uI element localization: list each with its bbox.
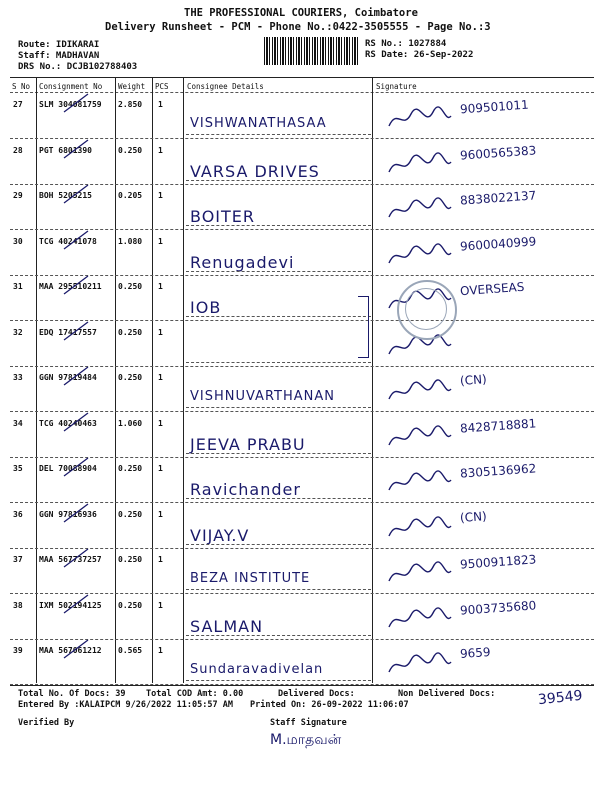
tick-mark [62,411,92,433]
handwritten-total: 39549 [537,687,584,709]
header-divider [10,92,594,93]
entered-by: Entered By :KALAIPCM 9/26/2022 11:05:57 AM [18,700,233,710]
signature-scribble [385,377,455,407]
row-pcs: 1 [158,100,163,109]
table-row [0,233,600,276]
row-divider [10,548,594,549]
rs-number: RS No.: 1027884 [365,39,447,49]
name-underline [186,544,371,545]
row-sno: 31 [13,282,23,291]
drs-label: DRS No.: DCJB102788403 [18,62,138,72]
row-consignment-no: PGT 6801390 [39,145,92,155]
row-weight: 0.250 [118,509,143,519]
bracket-mark [358,296,369,358]
verified-by: Verified By [18,718,75,728]
staff-signature-label: Staff Signature [270,718,347,728]
consignee-name: VISHNUVARTHANAN [190,389,335,404]
signature-note: 909501011 [459,97,530,117]
signature-scribble [385,650,455,680]
tick-mark [62,502,92,524]
consignee-name: BEZA INSTITUTE [190,571,311,586]
table-bottom-border [10,685,594,686]
row-consignment-no: SLM 304081759 [39,100,102,109]
name-underline [186,362,371,363]
signature-note: 9600040999 [459,233,537,254]
row-weight: 0.250 [118,282,143,291]
name-underline [186,316,371,317]
consignee-name: IOB [190,298,222,317]
row-consignment-no: IXM 502194125 [39,600,102,610]
row-weight: 0.250 [118,327,143,337]
staff-signature: M.மாதவன் [270,732,342,748]
name-underline [186,134,371,135]
row-pcs: 1 [158,282,163,291]
row-sno: 32 [13,327,23,337]
tick-mark [62,92,92,114]
consignee-name: Ravichander [190,480,301,499]
row-sno: 36 [13,509,23,519]
row-weight: 0.250 [118,555,143,564]
signature-note: 8838022137 [459,188,537,208]
row-sno: 37 [13,555,23,564]
row-consignment-no: MAA 567737257 [39,555,102,564]
signature-note: 9003735680 [459,597,537,618]
consignee-name: VISHWANATHASAA [190,116,327,131]
row-sno: 34 [13,418,23,428]
consignee-name: Sundaravadivelan [190,662,324,677]
row-weight: 1.060 [118,418,143,428]
signature-scribble [385,195,455,225]
table-row [0,597,600,640]
col-header-pcs: PCS [155,82,169,91]
rs-date: RS Date: 26-Sep-2022 [365,50,474,60]
row-pcs: 1 [158,600,163,610]
signature-note: 8428718881 [459,415,537,436]
row-consignment-no: BOH 5205215 [39,191,92,200]
table-row [0,369,600,412]
row-consignment-no: EDQ 17417557 [39,327,97,337]
row-pcs: 1 [158,236,163,246]
signature-note: 9600565383 [459,142,537,163]
signature-note: 9659 [459,644,491,662]
row-consignment-no: MAA 295510211 [39,282,102,291]
delivered-docs: Delivered Docs: [278,689,355,699]
row-divider [10,593,594,594]
row-consignment-no: GGN 97816936 [39,509,97,519]
runsheet-title: Delivery Runsheet - PCM - Phone No.:0422-3505555 - Page No.:3 [105,21,491,33]
name-underline [186,589,371,590]
name-underline [186,453,371,454]
name-underline [186,271,371,272]
total-docs: Total No. Of Docs: 39 [18,689,126,699]
tick-mark [62,638,92,660]
bank-stamp-inner [405,288,447,330]
row-sno: 27 [13,100,23,109]
consignee-name: BOITER [190,207,256,226]
tick-mark [62,456,92,478]
name-underline [186,680,371,681]
signature-scribble [385,559,455,589]
signature-note: 9500911823 [459,552,537,572]
row-pcs: 1 [158,373,163,382]
row-divider [10,320,594,321]
row-weight: 0.250 [118,145,143,155]
row-consignment-no: TCG 40241078 [39,236,97,246]
tick-mark [62,547,92,569]
row-sno: 30 [13,236,23,246]
row-sno: 33 [13,373,23,382]
row-sno: 38 [13,600,23,610]
total-cod: Total COD Amt: 0.00 [146,689,244,699]
col-header-consignee: Consignee Details [187,82,264,91]
row-weight: 0.250 [118,373,143,382]
row-consignment-no: TCG 40240463 [39,418,97,428]
consignee-name: VIJAY.V [190,525,250,545]
col-header-weight: Weight [118,82,146,91]
row-sno: 28 [13,145,23,155]
row-weight: 1.080 [118,236,143,246]
row-weight: 2.850 [118,100,143,109]
tick-mark [62,593,92,615]
row-pcs: 1 [158,418,163,428]
row-weight: 0.250 [118,600,143,610]
tick-mark [62,365,92,387]
row-weight: 0.205 [118,191,143,200]
row-divider [10,229,594,230]
barcode [264,37,360,65]
row-pcs: 1 [158,464,163,473]
consignee-name: VARSA DRIVES [190,161,320,181]
table-row [0,460,600,503]
name-underline [186,225,371,226]
signature-scribble [385,241,455,271]
row-divider [10,639,594,640]
tick-mark [62,229,92,251]
tick-mark [62,320,92,342]
table-row [0,278,600,321]
consignee-name: SALMAN [190,616,264,636]
signature-scribble [385,150,455,180]
row-divider [10,411,594,412]
row-consignment-no: MAA 567061212 [39,646,102,655]
col-header-consignment: Consignment No [39,82,103,91]
non-delivered-docs: Non Delivered Docs: [398,689,496,699]
row-divider [10,502,594,503]
row-consignment-no: DEL 70088904 [39,464,97,473]
table-row [0,642,600,685]
col-header-sno: S No [12,82,31,91]
row-pcs: 1 [158,327,163,337]
signature-note: 8305136962 [459,461,537,481]
name-underline [186,498,371,499]
row-divider [10,275,594,276]
table-row [0,551,600,594]
signature-scribble [385,605,455,635]
row-pcs: 1 [158,145,163,155]
row-pcs: 1 [158,555,163,564]
tick-mark [62,138,92,160]
signature-scribble [385,423,455,453]
row-sno: 35 [13,464,23,473]
row-divider [10,138,594,139]
row-divider [10,366,594,367]
row-weight: 0.565 [118,646,143,655]
staff-label: Staff: MADHAVAN [18,51,100,61]
tick-mark [62,183,92,205]
signature-note: (CN) [459,372,488,388]
row-pcs: 1 [158,191,163,200]
row-sno: 29 [13,191,23,200]
consignee-name: Renugadevi [190,252,295,272]
company-title: THE PROFESSIONAL COURIERS, Coimbatore [184,7,418,19]
consignee-name: JEEVA PRABU [190,434,306,454]
row-sno: 39 [13,646,23,655]
table-row [0,324,600,367]
table-row [0,187,600,230]
table-row [0,142,600,185]
signature-scribble [385,468,455,498]
signature-scribble [385,104,455,134]
row-pcs: 1 [158,646,163,655]
name-underline [186,407,371,408]
signature-scribble [385,514,455,544]
route-label: Route: IDIKARAI [18,40,100,50]
row-divider [10,457,594,458]
row-divider [10,184,594,185]
table-row [0,506,600,549]
signature-note: OVERSEAS [459,279,525,299]
signature-note: (CN) [459,508,488,525]
printed-on: Printed On: 26-09-2022 11:06:07 [250,700,409,710]
name-underline [186,180,371,181]
tick-mark [62,274,92,296]
name-underline [186,635,371,636]
table-row [0,415,600,458]
col-header-signature: Signature [376,82,417,91]
row-consignment-no: GGN 97819484 [39,373,97,382]
table-row [0,96,600,139]
row-weight: 0.250 [118,464,143,473]
table-top-border [10,77,594,78]
row-pcs: 1 [158,509,163,519]
